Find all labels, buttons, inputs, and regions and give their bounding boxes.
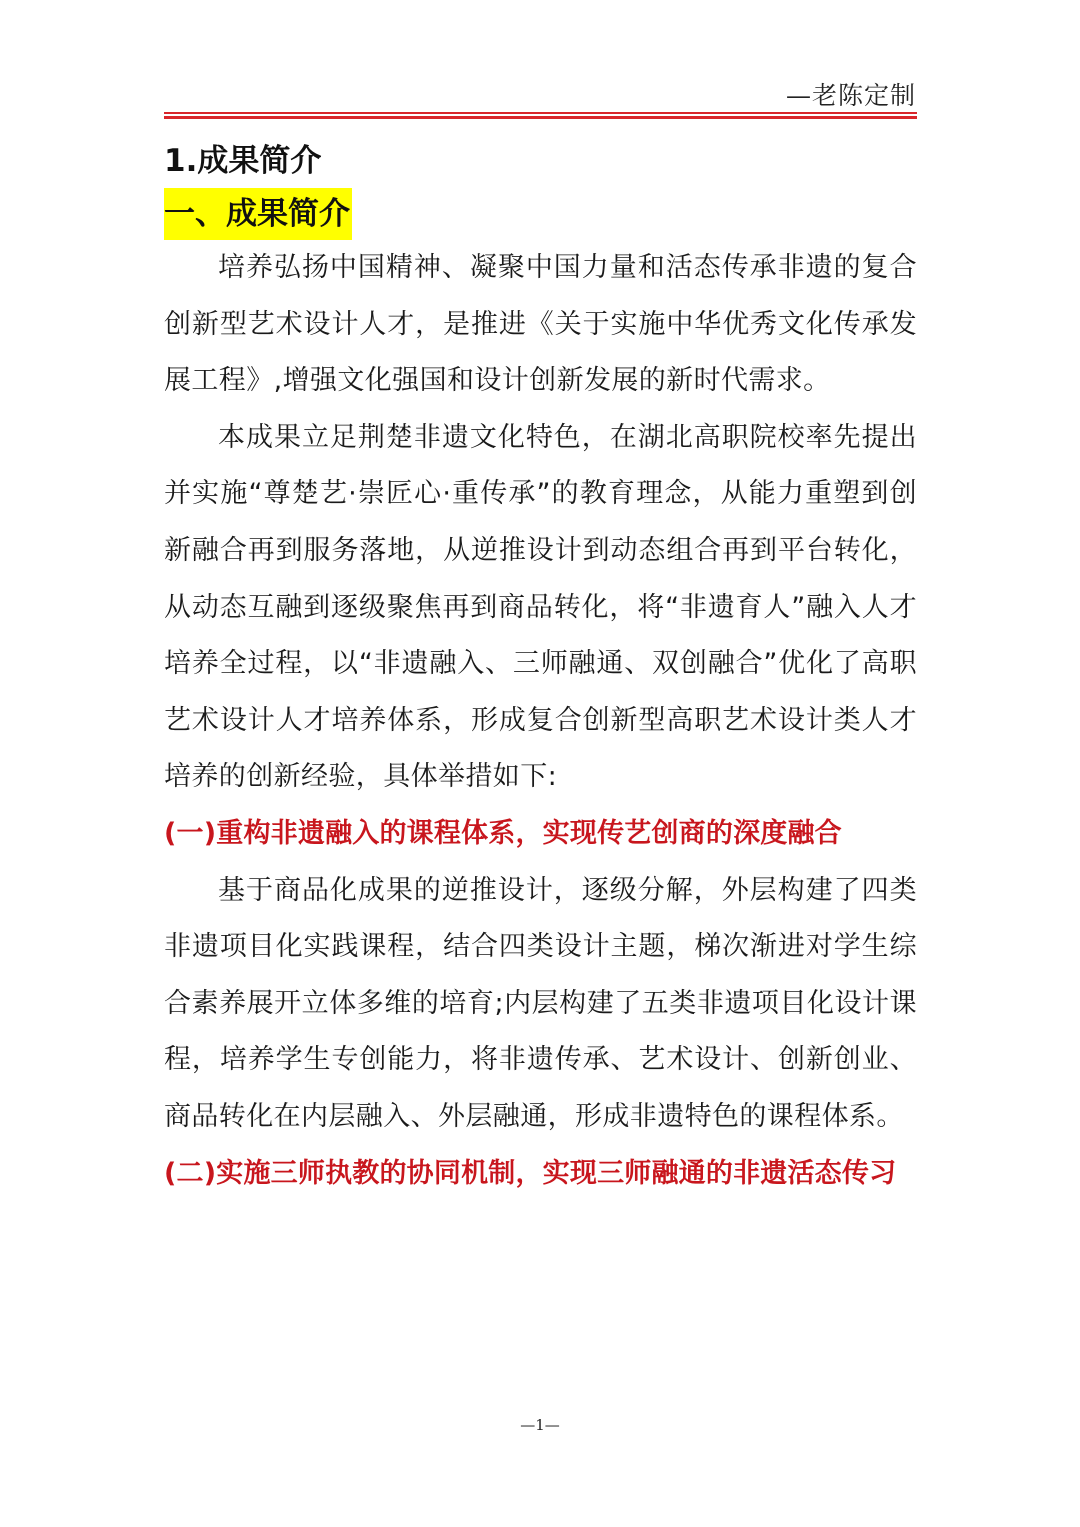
paragraph-curriculum: 基于商品化成果的逆推设计，逐级分解，外层构建了四类非遗项目化实践课程，结合四类设计主题，梯次渐进对学生综合素养展开立体多维的培育;内层构建了五类非遗项目化设计课程，培养学生专创能力，将非遗传承、艺术设计、创新创业、商品转化在内层融入、外层融通，形成非遗特色的课程体系。	[164, 874, 917, 1132]
section-title-2: (二)实施三师执教的协同机制，实现三师融通的非遗活态传习	[164, 1157, 897, 1189]
heading-level-2-highlighted: 一、成果简介	[164, 188, 352, 240]
section-title-1: (一)重构非遗融入的课程体系，实现传艺创商的深度融合	[164, 817, 842, 849]
heading-level-1: 1.成果简介	[164, 143, 322, 179]
paragraph-intro: 培养弘扬中国精神、凝聚中国力量和活态传承非遗的复合创新型艺术设计人才，是推进《关于实施中华优秀文化传承发展工程》,增强文化强国和设计创新发展的新时代需求。	[164, 252, 917, 397]
paragraph-achievement: 本成果立足荆楚非遗文化特色，在湖北高职院校率先提出并实施“尊楚艺·崇匠心·重传承”的教育理念，从能力重塑到创新融合再到服务落地，从逆推设计到动态组合再到平台转化，从动态互融到逐级聚焦再到商品转化，将“非遗育人”融入人才培养全过程，以“非遗融入、三师融通、双创融合”优化了高职艺术设计人才培养体系，形成复合创新型高职艺术设计类人才培养的创新经验，具体举措如下:	[164, 421, 917, 793]
header-signature: —老陈定制	[785, 81, 916, 110]
header-rule-thick	[164, 116, 917, 119]
header-rule-thin	[164, 112, 917, 114]
page-number: —1—	[520, 1416, 560, 1434]
document-body	[164, 138, 917, 1202]
